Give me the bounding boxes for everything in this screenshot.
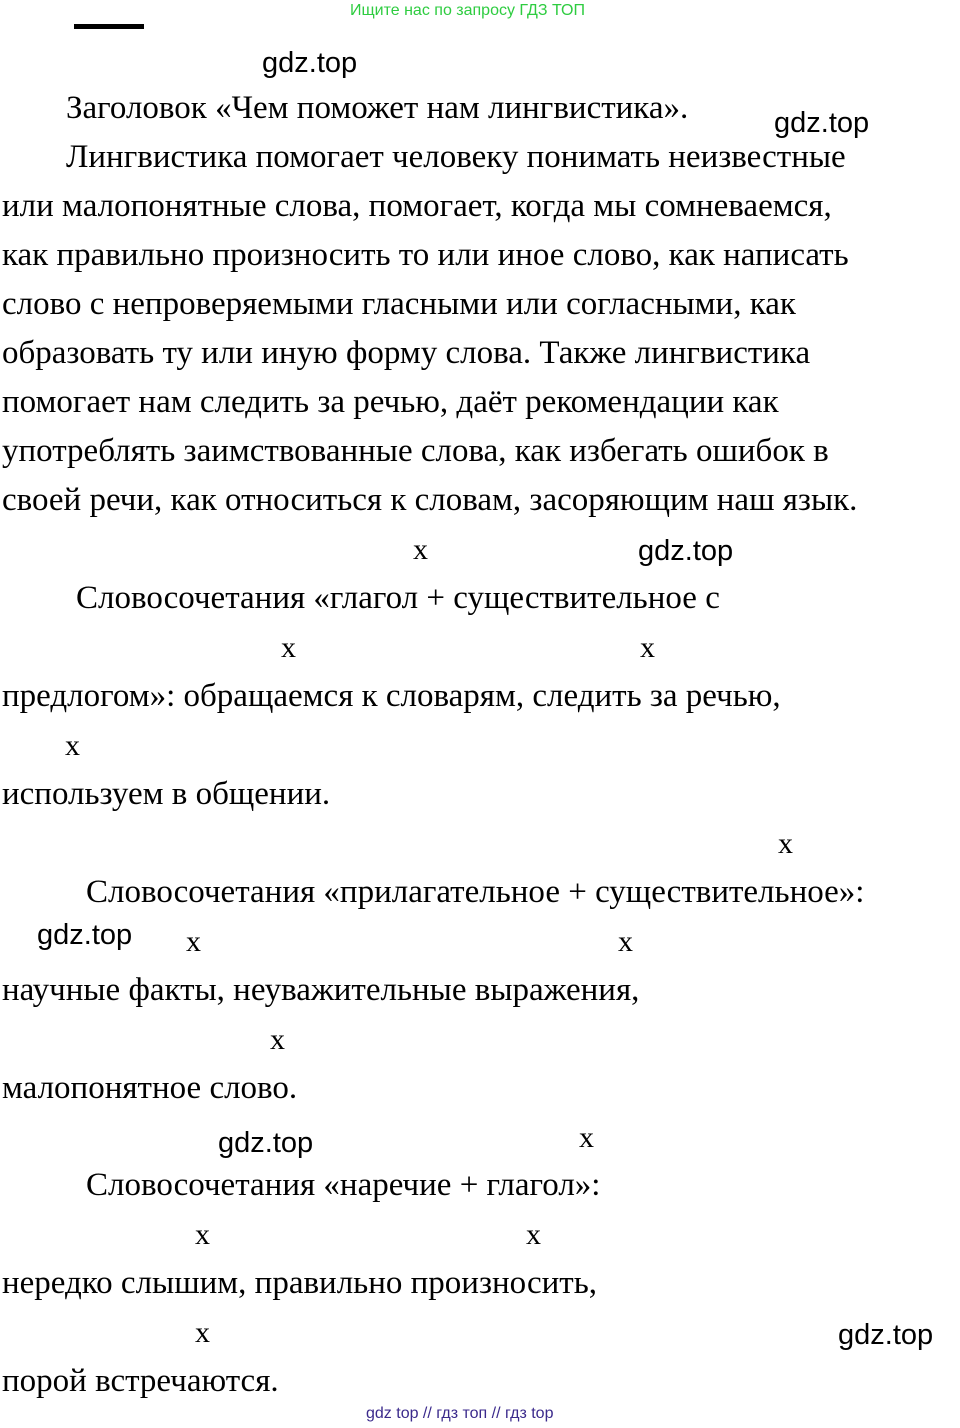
watermark: gdz.top [262,47,358,79]
watermark: gdz.top [37,919,133,951]
section1-line: используем в общении. [2,776,331,812]
paragraph-line: слово с непроверяемыми гласными или согласными, как [2,286,796,322]
paragraph-line: помогает нам следить за речью, даёт рекомендации как [2,384,779,420]
x-mark: x [526,1218,541,1251]
x-mark: x [186,925,201,958]
x-mark: x [65,729,80,762]
x-mark: x [195,1218,210,1251]
x-mark: x [270,1023,285,1056]
watermark: gdz.top [218,1127,314,1159]
x-mark: x [579,1121,594,1154]
watermark: gdz.top [638,535,734,567]
x-mark: x [413,533,428,566]
section3-heading: Словосочетания «наречие + глагол»: [86,1167,601,1203]
bottom-banner: gdz top // гдз топ // гдз top [366,1405,554,1422]
section3-line: нередко слышим, правильно произносить, [2,1265,597,1301]
underline-mark [74,24,144,29]
section2-line: научные факты, неуважительные выражения, [2,972,640,1008]
paragraph-line: или малопонятные слова, помогает, когда мы сомневаемся, [2,188,832,224]
section2-heading: Словосочетания «прилагательное + существительное»: [86,874,865,910]
watermark: gdz.top [774,107,870,139]
paragraph-line: употреблять заимствованные слова, как избегать ошибок в [2,433,829,469]
section1-line: предлогом»: обращаемся к словарям, следить за речью, [2,678,781,714]
x-mark: x [281,631,296,664]
top-banner: Ищите нас по запросу ГДЗ ТОП [350,2,585,19]
paragraph-line: образовать ту или иную форму слова. Также лингвистика [2,335,811,371]
x-mark: x [640,631,655,664]
x-mark: x [618,925,633,958]
paragraph-line: как правильно произносить то или иное слово, как написать [2,237,849,273]
section3-line: порой встречаются. [2,1363,279,1399]
watermark: gdz.top [838,1319,934,1351]
paragraph-line: своей речи, как относиться к словам, засоряющим наш язык. [2,482,858,518]
x-mark: x [778,827,793,860]
section2-line: малопонятное слово. [2,1070,298,1106]
x-mark: x [195,1316,210,1349]
paragraph-line: Лингвистика помогает человеку понимать неизвестные [66,139,846,175]
section1-heading: Словосочетания «глагол + существительное с [76,580,720,616]
title-line: Заголовок «Чем поможет нам лингвистика». [66,90,689,126]
